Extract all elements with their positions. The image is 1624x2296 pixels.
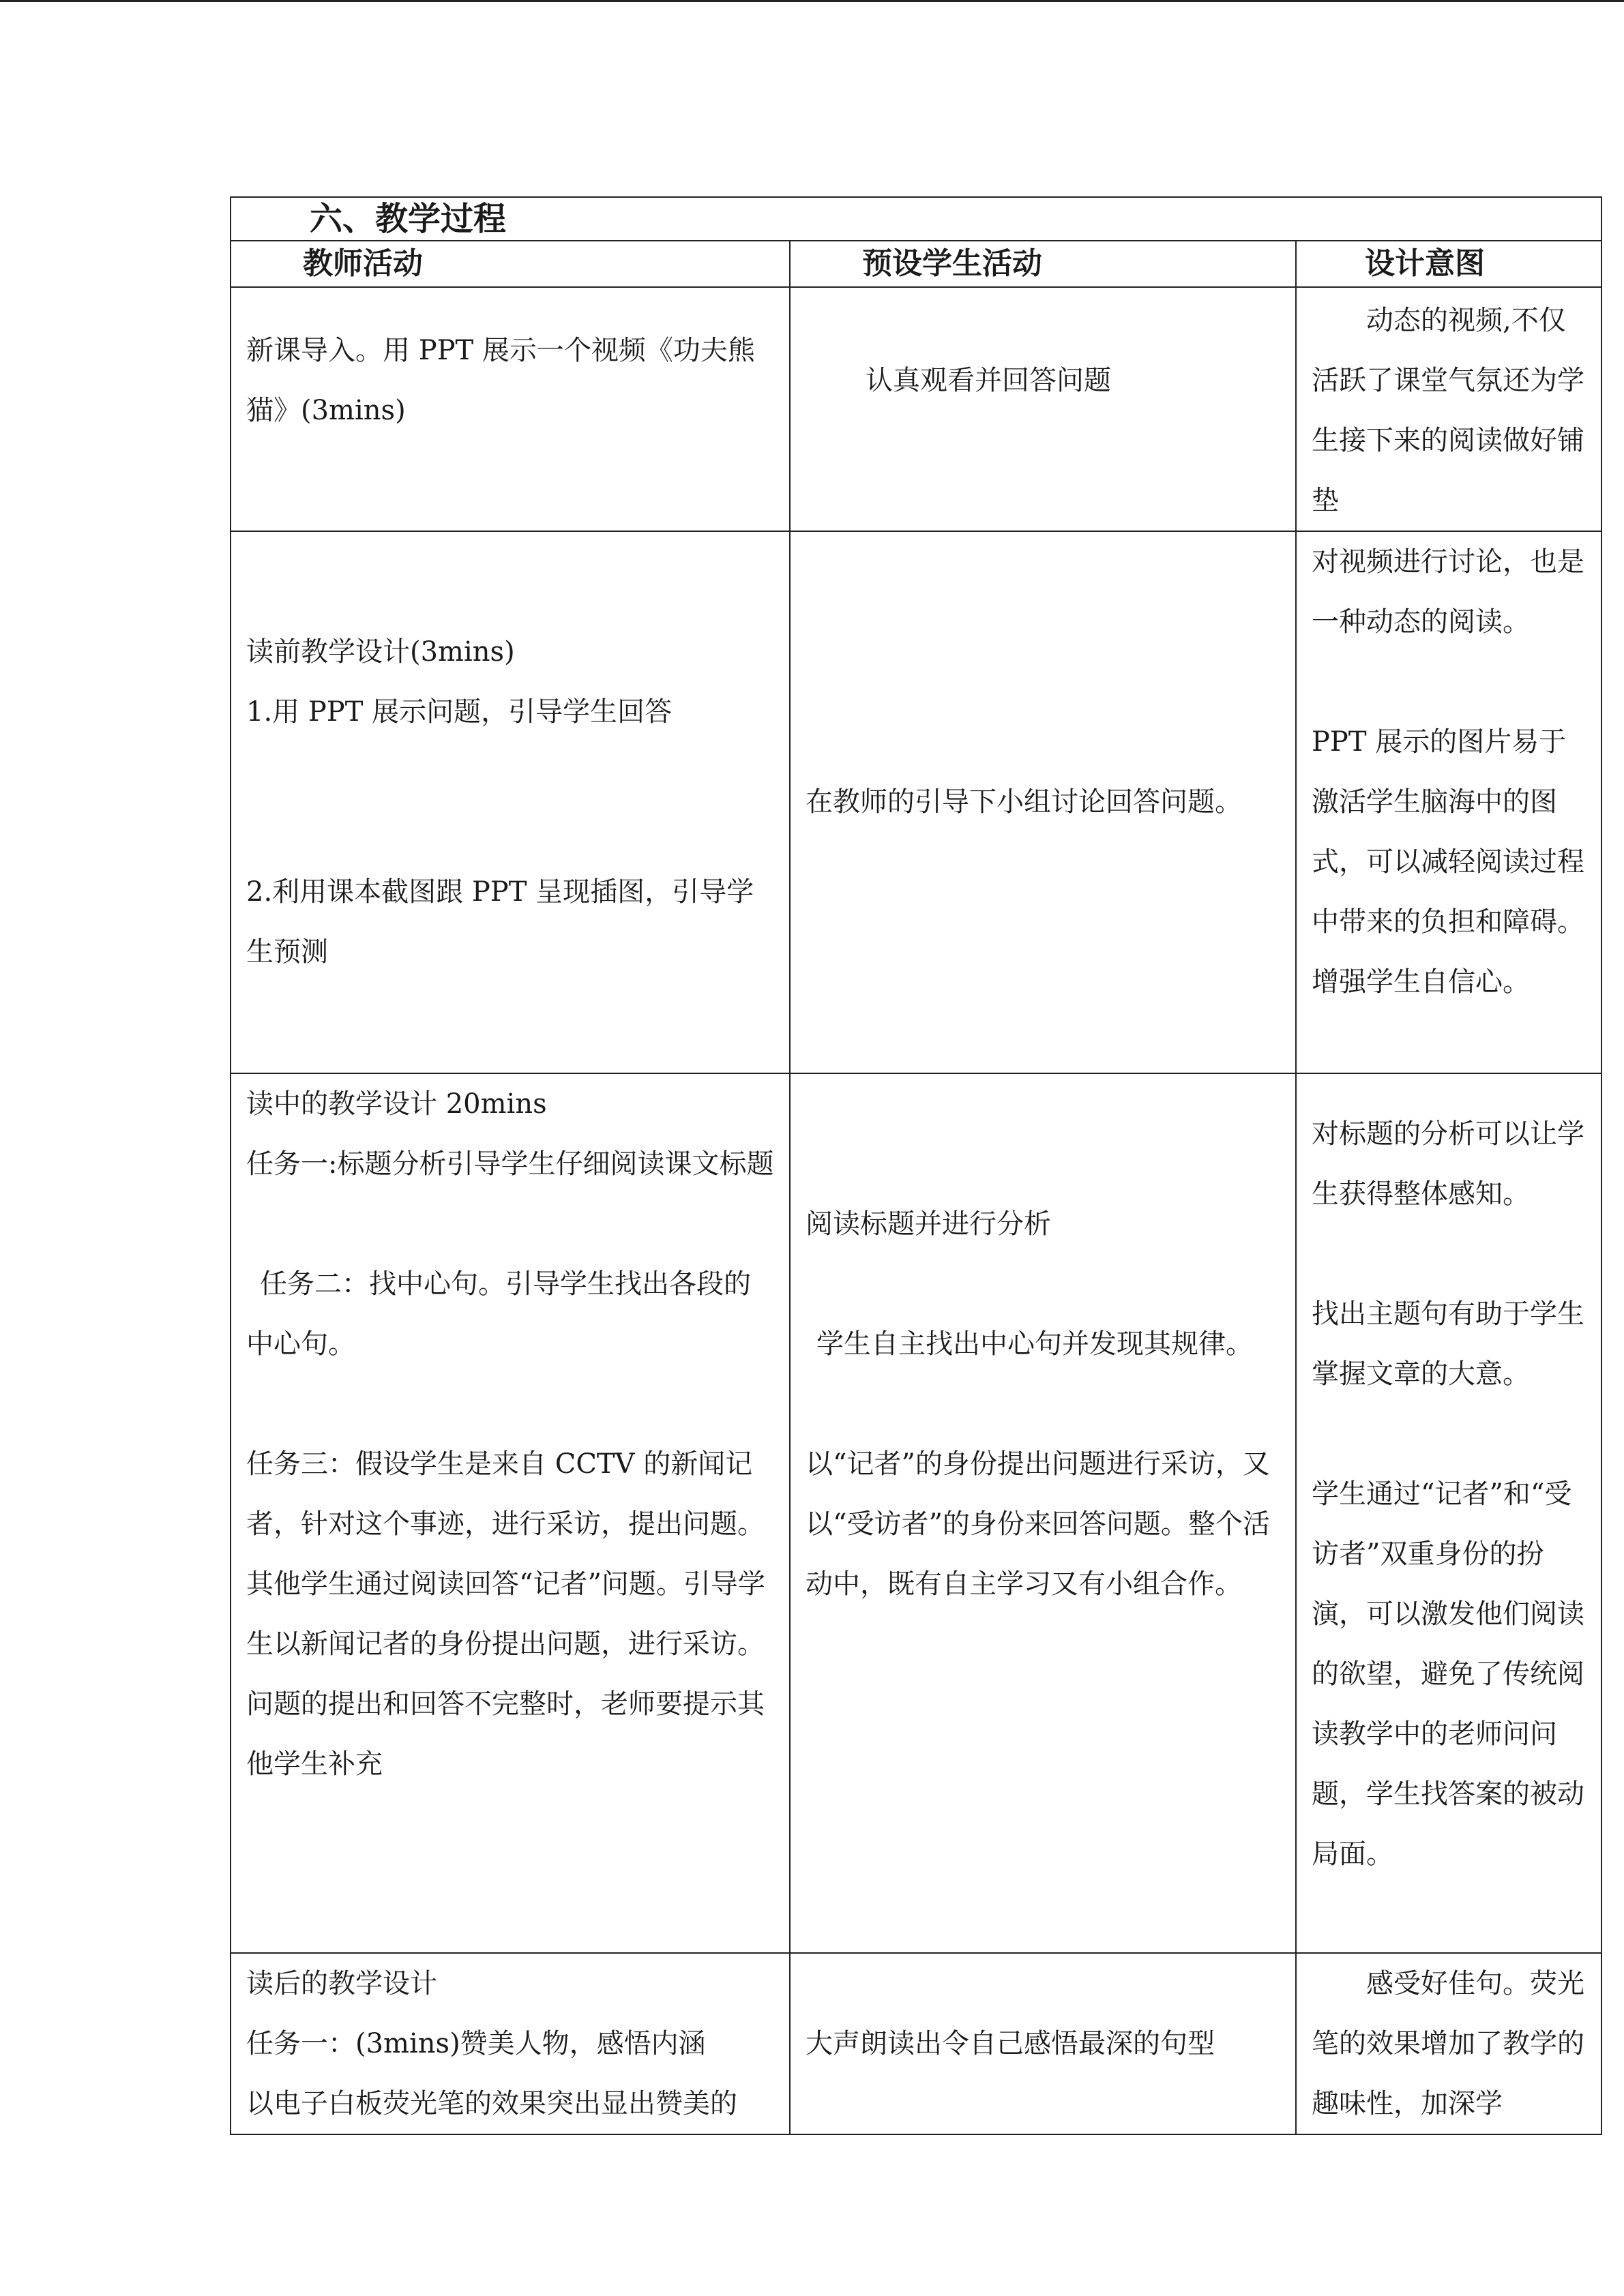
teacher-activity-cell bbox=[231, 1953, 790, 2134]
teaching-process-table bbox=[230, 196, 1602, 2135]
teacher-activity-text: 新课导入。用 PPT 展示一个视频《功夫熊猫》(3mins) bbox=[246, 335, 755, 426]
student-activity-cell bbox=[790, 1953, 1296, 2134]
header-row bbox=[231, 241, 1601, 287]
student-activity-cell bbox=[790, 531, 1296, 1073]
teacher-activity-text: 读前教学设计(3mins) bbox=[246, 636, 515, 668]
table-row bbox=[231, 287, 1601, 531]
design-purpose-text: 对标题的分析可以让学生获得整体感知。 bbox=[1312, 1118, 1584, 1210]
teacher-activity-text: 读中的教学设计 20mins bbox=[246, 1088, 547, 1120]
teacher-activity-cell bbox=[231, 1073, 790, 1953]
student-activity-text: 学生自主找出中心句并发现其规律。 bbox=[816, 1328, 1253, 1360]
design-purpose-cell bbox=[1296, 1073, 1601, 1953]
design-purpose-text: PPT 展示的图片易于激活学生脑海中的图式，可以减轻阅读过程中带来的负担和障碍。增强学生自信心。 bbox=[1312, 726, 1584, 998]
section-title: 六、教学过程 bbox=[310, 200, 507, 238]
teacher-activity-text: 任务二：找中心句。引导学生找出各段的中心句。 bbox=[246, 1268, 751, 1360]
teacher-activity-text: 任务三：假设学生是来自 CCTV 的新闻记者，针对这个事迹，进行采访，提出问题。其他学生通过阅读回答“记者”问题。引导学生以新闻记者的身份提出问题，进行采访。问题的提出和回答不完整时，老师要提示其他学生补充 bbox=[246, 1448, 765, 1780]
design-purpose-cell bbox=[1296, 531, 1601, 1073]
design-purpose-text: 感受好佳句。荧光笔的效果增加了教学的趣味性，加深学 bbox=[1312, 1968, 1584, 2119]
teacher-activity-text: 以电子白板荧光笔的效果突出显出赞美的 bbox=[246, 2088, 737, 2119]
student-activity-cell bbox=[790, 1073, 1296, 1953]
header-teacher: 教师活动 bbox=[303, 246, 423, 281]
student-activity-text: 阅读标题并进行分析 bbox=[806, 1208, 1051, 1240]
teacher-activity-text: 任务一:标题分析引导学生仔细阅读课文标题 bbox=[246, 1148, 774, 1180]
design-purpose-cell bbox=[1296, 287, 1601, 531]
header-purpose-cell bbox=[1296, 241, 1601, 287]
header-teacher-cell bbox=[231, 241, 790, 287]
design-purpose-text: 动态的视频,不仅活跃了课堂气氛还为学生接下来的阅读做好铺垫 bbox=[1312, 305, 1584, 516]
teacher-activity-text: 2.利用课本截图跟 PPT 呈现插图，引导学生预测 bbox=[246, 876, 754, 968]
section-title-row bbox=[231, 197, 1601, 241]
table-row bbox=[231, 1073, 1601, 1953]
student-activity-text: 认真观看并回答问题 bbox=[866, 365, 1111, 396]
page-top-border bbox=[0, 0, 1624, 2]
header-student-cell bbox=[790, 241, 1296, 287]
teacher-activity-text: 任务一：(3mins)赞美人物，感悟内涵 bbox=[246, 2028, 706, 2059]
student-activity-cell bbox=[790, 287, 1296, 531]
header-purpose: 设计意图 bbox=[1365, 246, 1485, 281]
design-purpose-cell bbox=[1296, 1953, 1601, 2134]
header-student: 预设学生活动 bbox=[862, 246, 1042, 281]
design-purpose-text: 学生通过“记者”和“受访者”双重身份的扮演，可以激发他们阅读的欲望，避免了传统阅读教学中的老师问问题，学生找答案的被动局面。 bbox=[1312, 1478, 1584, 1870]
design-purpose-text: 找出主题句有助于学生掌握文章的大意。 bbox=[1312, 1298, 1584, 1390]
design-purpose-text: 对视频进行讨论，也是一种动态的阅读。 bbox=[1312, 546, 1584, 638]
table-row bbox=[231, 1953, 1601, 2134]
teacher-activity-text: 1.用 PPT 展示问题，引导学生回答 bbox=[246, 696, 673, 728]
student-activity-text: 大声朗读出令自己感悟最深的句型 bbox=[806, 2028, 1215, 2059]
teacher-activity-text: 读后的教学设计 bbox=[246, 1968, 437, 1999]
teacher-activity-cell bbox=[231, 531, 790, 1073]
student-activity-text: 在教师的引导下小组讨论回答问题。 bbox=[806, 786, 1242, 818]
teacher-activity-cell bbox=[231, 287, 790, 531]
student-activity-text: 以“记者”的身份提出问题进行采访，又以“受访者”的身份来回答问题。整个活动中，既有自主学习又有小组合作。 bbox=[806, 1448, 1270, 1600]
table-row bbox=[231, 531, 1601, 1073]
section-title-cell bbox=[231, 197, 1601, 241]
